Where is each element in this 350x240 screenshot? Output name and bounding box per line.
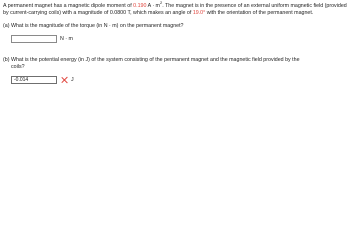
part-a-text: What is the magnitude of the torque (in N · m) on the permanent magnet? [10,23,184,29]
part-b-answer-input[interactable] [11,76,57,84]
part-b-answer-row [11,75,74,84]
problem-text-2: A · m [146,3,160,9]
part-b-text-line1: What is the potential energy (in J) of the system consisting of the permanent magnet and the magnetic field provided by the [10,57,300,63]
dipole-moment-value: 0.190 [133,3,147,9]
part-a-label: (a) [3,23,10,29]
part-b-label: (b) [3,57,10,63]
problem-statement [3,0,347,17]
part-a-unit: N · m [60,35,73,42]
part-a-question [3,23,347,30]
incorrect-x-icon [61,76,68,83]
part-a-answer-row [11,34,73,43]
problem-text-4: with the orientation of the permanent magnet. [205,10,314,16]
part-a-answer-input[interactable] [11,35,57,43]
angle-value: 19.0° [192,10,206,16]
problem-text-3: . The magnet is in the presence of an external uniform magnetic field (provided by current-carrying coils) with a magnitude of 0.0800 T, which makes an angle of [3,3,347,16]
unit-exponent: 2 [159,0,163,6]
problem-text-1: A permanent magnet has a magnetic dipole moment of [3,3,134,9]
part-b-question [3,57,347,71]
part-b-text-line2: coils? [11,64,25,70]
part-b-unit: J [71,76,74,83]
